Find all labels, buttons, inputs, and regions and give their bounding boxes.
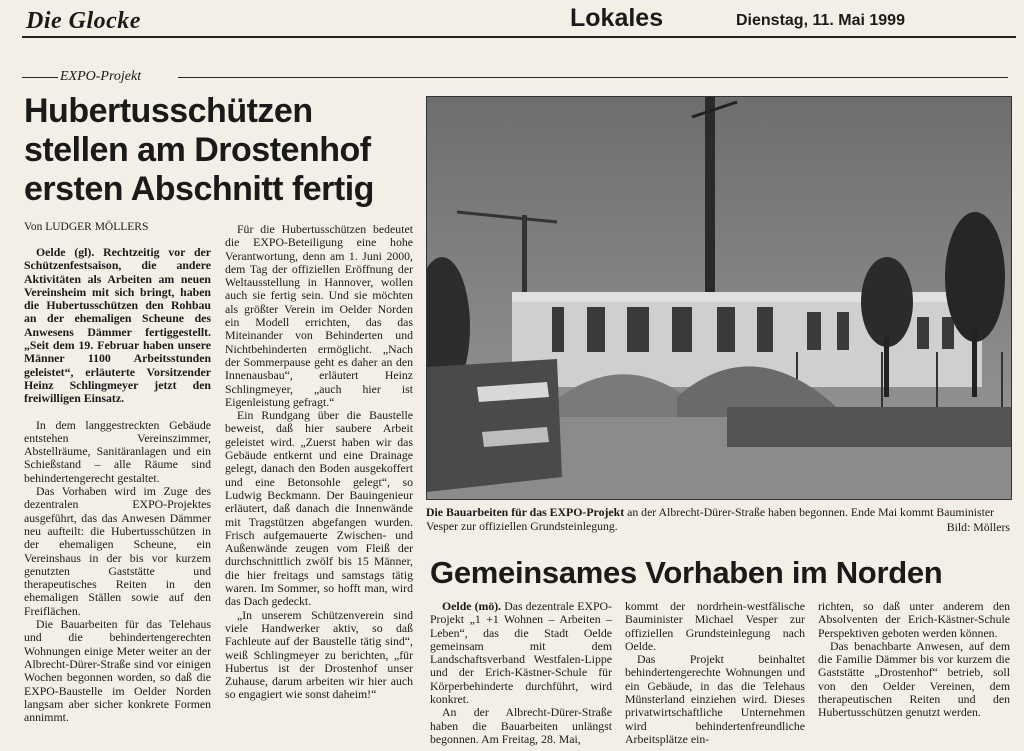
paragraph: Das Vorhaben wird im Zuge des dezentralen EXPO-Projektes ausgeführt, das das Anwesen Dämmer neu aufteilt: die Hubertusschützen in der ehemaligen Scheune, ein Vereinshaus in der bis vor kurzem genutzten Gaststätte und therapeutisches Reiten in den ehemaligen Ställen sowie auf den Freiflächen. <box>24 484 211 618</box>
newspaper-logo: Die Glocke <box>26 8 141 34</box>
headline: Hubertusschützen stellen am Drostenhof ersten Abschnitt fertig <box>24 92 374 208</box>
kicker-rule-right <box>178 77 1008 78</box>
lead-text: Rechtzeitig vor der Schützenfestsaison, die andere Aktivitäten als Arbeiten am neuen Vereinsheim mit sich bringt, haben die Hubertusschützen den Rohbau an der ehemaligen Scheune des Anwesens Dämmer fertiggestellt. „Seit dem 19. Februar haben unsere Männer 1100 Arbeitsstunden geleistet“, erläuterte Vorsitzender Heinz Schlingmeyer jetzt den freiwilligen Einsatz. <box>24 245 212 406</box>
paragraph: Das Projekt beinhaltet behindertengerechte Wohnungen und ein Gebäude, in das die Telehaus Münsterland einziehen wird. Dieses privatwirtschaftliche Unternehmen wird behindertenfreundliche Arbeitsplätze ein- <box>625 652 805 746</box>
paragraph: Für die Hubertusschützen bedeutet die EXPO-Beteiligung eine hohe Verantwortung, denn am 1. Juni 2000, dem Tag der offiziellen Eröffnung der Weltausstellung in Hannover, wollen auch sie fertig sein. Und sie möchten als größter Verein im Oelder Norden ein Modell errichten, das das Miteinander von Behinderten und Nichtbehinderten ermöglicht. „Nach der Sommerpause geht es daher an den Innenausbau“, erläutert Heinz Schlingmeyer, „auch hier ist Eigenleistung gefragt.“ <box>225 222 413 409</box>
paragraph: „In unserem Schützenverein sind viele Handwerker aktiv, so daß Fachleute auf der Baustelle tätig sind“, weiß Schlingmeyer zu berichten, „für Hubertus ist der Drostenhof unser Zuhause, darum arbeiten wir hier auch so engagiert wie sonst daheim!“ <box>225 607 413 702</box>
lead-place-2: Oelde (mö). <box>442 599 502 613</box>
paragraph: An der Albrecht-Dürer-Straße haben die Bauarbeiten unlängst begonnen. Am Freitag, 28. Mai, <box>430 705 612 746</box>
article2-column-2 <box>625 600 805 746</box>
construction-site-image <box>427 97 1011 499</box>
paragraph: kommt der nordrhein-westfälische Bauminister Michael Vesper zur offiziellen Grundsteinlegung nach Oelde. <box>625 599 805 653</box>
article-column-1 <box>24 246 211 724</box>
paragraph: Die Bauarbeiten für das Telehaus und die behindertengerechten Wohnungen einige Meter weiter an der Albrecht-Dürer-Straße sind vor einigen Wochen begonnen worden, so daß die EXPO-Baustelle im Oelder Norden langsam aber sicher konkrete Formen annimmt. <box>24 617 211 725</box>
paragraph: Das dezentrale EXPO-Projekt „1 +1 Wohnen – Arbeiten – Leben“, das die Stadt Oelde gemeinsam mit dem Landschaftsverband Westfalen-Lippe und der Erich-Kästner-Schule für Körperbehinderte durchführt, wird konkret. <box>430 599 612 707</box>
article-column-2 <box>225 223 413 702</box>
byline: Von LUDGER MÖLLERS <box>24 221 149 233</box>
photo-credit: Bild: Möllers <box>946 520 1010 534</box>
paragraph: richten, so daß unter anderem den Absolventen der Erich-Kästner-Schule Perspektiven geboten werden können. <box>818 599 1010 640</box>
photo-caption <box>426 506 1010 533</box>
paragraph: Das benachbarte Anwesen, auf dem die Familie Dämmer bis vor kurzem die Gaststätte „Drostenhof“ betrieb, soll von den Oelder Vereinen, dem therapeutischen Reiten und den Hubertusschützen genutzt werden. <box>818 638 1010 720</box>
issue-date: Dienstag, 11. Mai 1999 <box>736 12 905 29</box>
kicker: EXPO-Projekt <box>60 69 142 84</box>
caption-text: an der Albrecht-Dürer-Straße haben begonnen. Ende Mai kommt Bauminister Vesper zur offiziellen Grundsteinlegung. <box>426 505 995 533</box>
headline-2: Gemeinsames Vorhaben im Norden <box>430 555 943 590</box>
masthead-rule <box>22 36 1016 38</box>
paragraph: In dem langgestreckten Gebäude entstehen Vereinszimmer, Abstellräume, Sanitäranlagen und ein Schießstand – alle Räume sind behindertengerecht gestaltet. <box>24 417 211 485</box>
construction-photo <box>426 96 1012 500</box>
article2-column-3 <box>818 600 1010 720</box>
kicker-rule-left <box>22 77 58 78</box>
section-title: Lokales <box>570 4 664 32</box>
article2-column-1 <box>430 600 612 746</box>
caption-bold: Die Bauarbeiten für das EXPO-Projekt <box>426 505 625 519</box>
paragraph: Ein Rundgang über die Baustelle beweist, daß hier saubere Arbeit geleistet wird. „Zuerst haben wir das Gebäude entkernt und eine Drainage gelegt, danach den Boden ausgekoffert und eine Betonsohle gelegt“, so Ludwig Beckmann. Der Bauingenieur erläutert, daß danach die Innenwände mit Tragstützen abgefangen wurden. Frisch aufgemauerte Zwischen- und Außenwände zeugen vom Fleiß der durchschnittlich zwölf bis 15 Männer, die hier freitags und samstags tätig waren. Im Sommer, so hofft man, wird das Dach gedeckt. <box>225 408 413 609</box>
lead-place: Oelde (gl). <box>36 245 95 259</box>
lead-paragraph <box>24 246 211 406</box>
